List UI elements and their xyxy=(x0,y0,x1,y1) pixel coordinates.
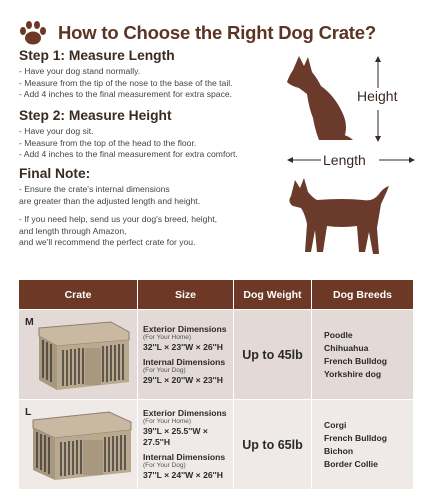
length-label: Length xyxy=(323,152,366,168)
breeds-cell xyxy=(312,310,414,400)
height-label: Height xyxy=(357,88,398,104)
breed-item: Border Collie xyxy=(324,458,378,469)
step1-section xyxy=(19,48,299,101)
crate-size-table xyxy=(18,279,414,490)
note-line: and length through Amazon, xyxy=(19,225,127,236)
breed-item: French Bulldog xyxy=(324,355,388,366)
standing-dog-icon xyxy=(289,178,389,254)
internal-subtitle: (For Your Dog) xyxy=(143,462,186,469)
breed-item: Yorkshire dog xyxy=(324,368,382,379)
header-weight: Dog Weight xyxy=(234,280,312,310)
header-breeds: Dog Breeds xyxy=(312,280,414,310)
sitting-dog-icon xyxy=(287,56,353,140)
note-line: - If you need help, send us your dog's breed, height, xyxy=(19,214,217,224)
step1-line: - Have your dog stand normally. xyxy=(19,66,141,76)
step2-line: - Have your dog sit. xyxy=(19,126,94,136)
crate-image xyxy=(19,400,136,484)
weight-cell: Up to 65lb xyxy=(234,400,312,490)
note-line xyxy=(19,207,299,214)
size-cell xyxy=(138,400,234,490)
weight-cell: Up to 45lb xyxy=(234,310,312,400)
exterior-value: 39''L × 25.5''W × 27.5''H xyxy=(143,426,208,447)
title-row xyxy=(18,20,376,46)
page-title: How to Choose the Right Dog Crate? xyxy=(58,22,376,43)
exterior-value: 32''L × 23''W × 26''H xyxy=(143,341,223,352)
breed-item: Chihuahua xyxy=(324,342,369,353)
exterior-title: Exterior Dimensions xyxy=(143,408,227,418)
exterior-title: Exterior Dimensions xyxy=(143,323,227,334)
internal-subtitle: (For Your Dog) xyxy=(143,366,186,374)
breed-item: Bichon xyxy=(324,445,354,456)
paw-icon xyxy=(18,20,48,46)
internal-value: 37''L × 24''W × 26''H xyxy=(143,470,223,480)
table-row xyxy=(19,310,414,400)
table-header-row xyxy=(19,280,414,310)
header-crate: Crate xyxy=(19,280,138,310)
crate-image-cell xyxy=(19,310,138,400)
internal-title: Internal Dimensions xyxy=(143,356,226,367)
crate-size-letter: L xyxy=(25,406,32,418)
note-line: and we'll recommend the perfect crate for you. xyxy=(19,237,196,247)
crate-image-cell xyxy=(19,400,138,490)
breeds-cell xyxy=(312,400,414,490)
step2-heading: Step 2: Measure Height xyxy=(19,108,172,123)
step1-heading: Step 1: Measure Length xyxy=(19,48,175,63)
table-row xyxy=(19,400,414,490)
breed-item: Corgi xyxy=(324,419,347,430)
breed-item: Poodle xyxy=(324,329,353,340)
step1-line: - Add 4 inches to the final measurement for extra space. xyxy=(19,89,233,99)
step2-line: - Measure from the top of the head to the floor. xyxy=(19,137,197,148)
internal-value: 29''L × 20''W × 23''H xyxy=(143,374,223,385)
step2-line: - Add 4 inches to the final measurement for extra comfort. xyxy=(19,149,238,159)
final-note-heading: Final Note: xyxy=(19,166,91,181)
internal-title: Internal Dimensions xyxy=(143,452,226,462)
crate-image xyxy=(19,310,136,394)
step2-section xyxy=(19,108,299,161)
step1-line: - Measure from the tip of the nose to the base of the tail. xyxy=(19,77,233,88)
note-line: - Ensure the crate's internal dimensions xyxy=(19,184,170,194)
crate-size-letter: M xyxy=(25,316,34,328)
size-cell xyxy=(138,310,234,400)
note-line: are greater than the adjusted length and height. xyxy=(19,195,201,206)
dog-measure-illustration xyxy=(285,48,425,258)
header-size: Size xyxy=(138,280,234,310)
exterior-subtitle: (For Your Home) xyxy=(143,333,192,341)
breed-item: French Bulldog xyxy=(324,432,388,443)
final-note-section xyxy=(19,166,299,249)
exterior-subtitle: (For Your Home) xyxy=(143,418,192,425)
